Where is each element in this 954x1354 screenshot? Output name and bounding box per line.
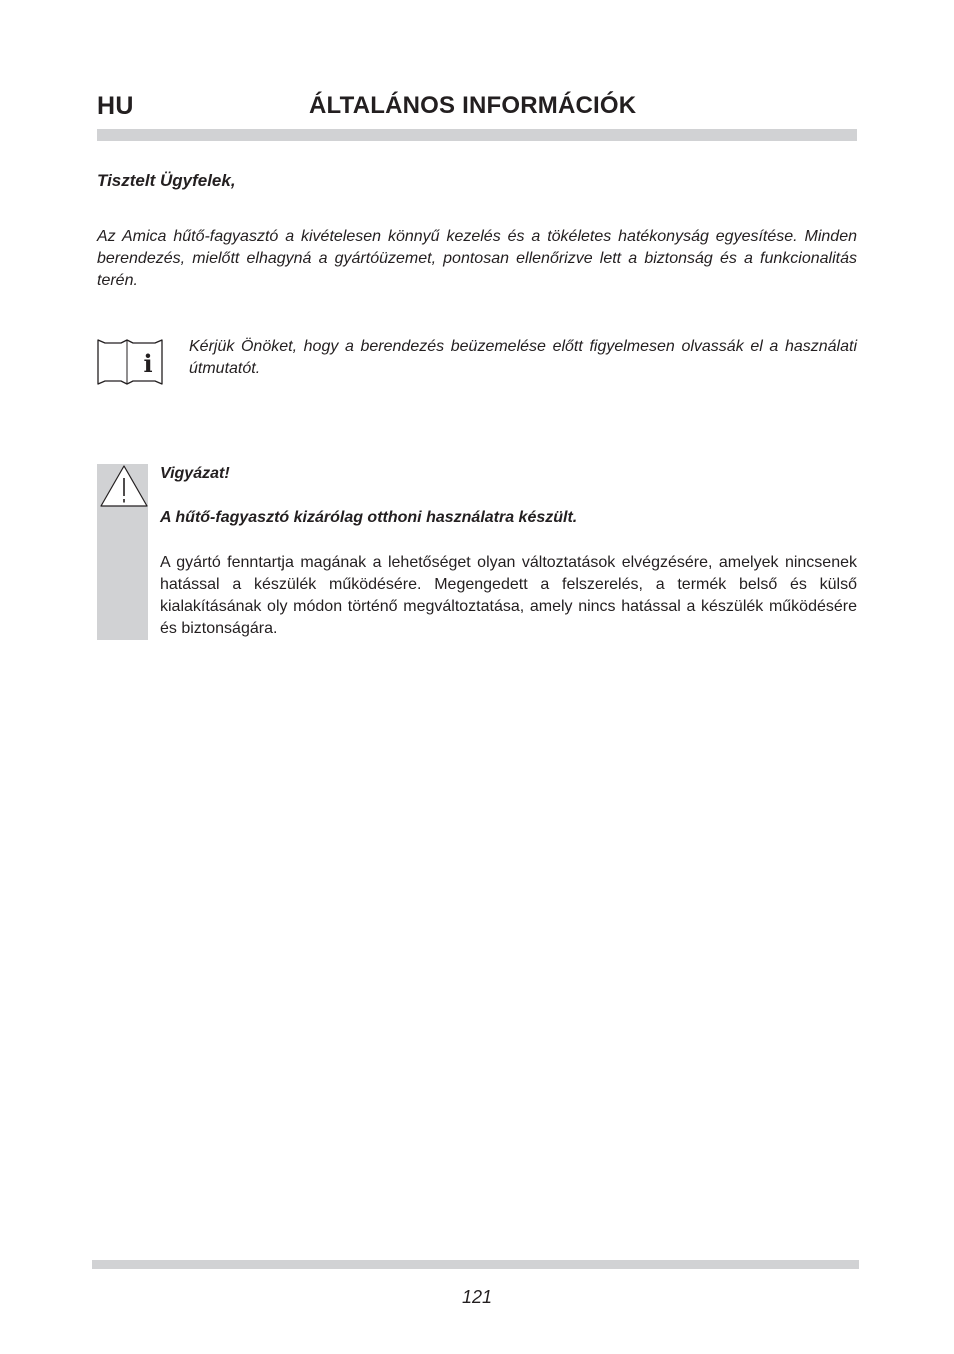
page-title: ÁLTALÁNOS INFORMÁCIÓK — [309, 92, 637, 119]
info-glyph: i — [143, 349, 153, 378]
warning-heading: Vigyázat! — [160, 465, 230, 482]
greeting: Tisztelt Ügyfelek, — [97, 171, 236, 190]
warning-triangle-icon — [99, 464, 149, 508]
warning-subheading: A hűtő-fagyasztó kizárólag otthoni használatra készült. — [160, 509, 578, 526]
page-number: 121 — [461, 1287, 493, 1307]
language-code: HU — [97, 92, 134, 120]
intro-paragraph: Az Amica hűtő-fagyasztó a kivételesen könnyű kezelés és a tökéletes hatékonyság egyesítése. Minden berendezés, mielőtt elhagyná a gyártóüzemet, pontosan ellenőrizve lett a biztonság és a funkcionalitás terén. — [97, 228, 857, 289]
info-book-icon — [97, 339, 163, 385]
warning-body: A gyártó fenntartja magának a lehetőséget olyan változtatások elvégzésére, amelyek nincsenek hatással a készülék működésére. Megengedett a felszerelés, a termék belső és külső kialakításának oly módon történő megváltoztatása, amely nincs hatással a készülék működésére és biztonságára. — [160, 554, 857, 637]
header-divider-bar — [97, 129, 857, 141]
footer-divider-bar — [92, 1260, 859, 1269]
info-note-text: Kérjük Önöket, hogy a berendezés beüzemelése előtt figyelmesen olvassák el a használati útmutatót. — [189, 338, 857, 377]
